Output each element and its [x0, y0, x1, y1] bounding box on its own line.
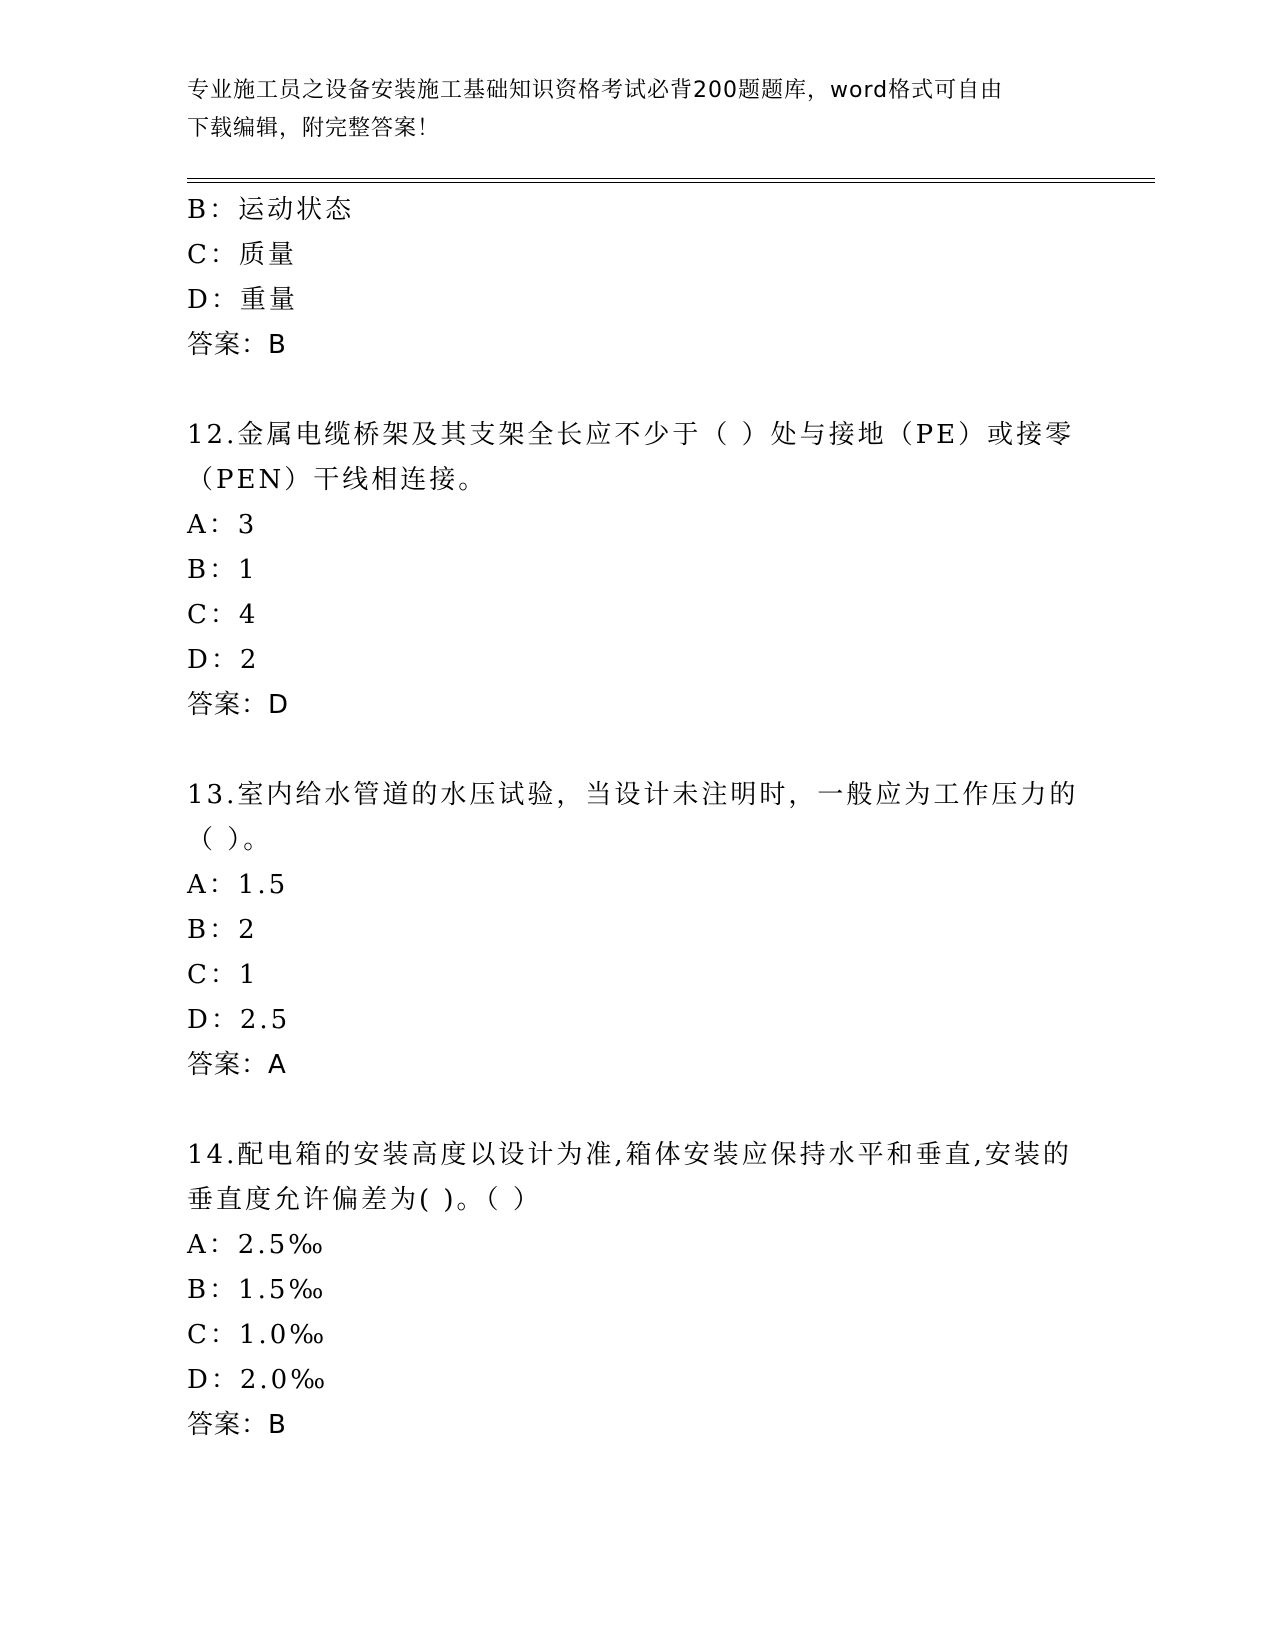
q14-option-d: D：2.0‰: [187, 1365, 329, 1395]
q14-stem-line-2: 垂直度允许偏差为( )。（ ）: [187, 1185, 542, 1215]
header-divider-bottom: [187, 182, 1155, 183]
q13-stem-line-1: 13.室内给水管道的水压试验，当设计未注明时，一般应为工作压力的: [187, 780, 1079, 810]
header-divider-top: [187, 178, 1155, 179]
q13-option-a: A：1.5: [187, 870, 289, 900]
q11-option-c: C：质量: [187, 240, 297, 270]
q12-option-a: A：3: [187, 510, 258, 540]
q14-option-a: A：2.5‰: [187, 1230, 327, 1260]
q14-option-b: B：1.5‰: [187, 1275, 327, 1305]
q13-option-d: D：2.5: [187, 1005, 291, 1035]
q13-answer: 答案：A: [187, 1050, 287, 1080]
header-title-line-2: 下载编辑，附完整答案！: [187, 116, 441, 141]
q11-answer: 答案：B: [187, 330, 287, 360]
q13-option-b: B：2: [187, 915, 258, 945]
q13-stem-line-2: （ ）。: [187, 825, 273, 855]
q11-option-d: D：重量: [187, 285, 298, 315]
q14-stem-line-1: 14.配电箱的安装高度以设计为准,箱体安装应保持水平和垂直,安装的: [187, 1140, 1072, 1170]
q12-stem-line-2: （PEN）干线相连接。: [187, 465, 488, 495]
q12-option-c: C：4: [187, 600, 259, 630]
q14-answer: 答案：B: [187, 1410, 287, 1440]
q12-stem-line-1: 12.金属电缆桥架及其支架全长应不少于（ ）处与接地（PE）或接零: [187, 420, 1075, 450]
q12-option-b: B：1: [187, 555, 258, 585]
q12-answer: 答案：D: [187, 690, 290, 720]
q14-option-c: C：1.0‰: [187, 1320, 328, 1350]
document-header: [187, 72, 1067, 148]
q12-option-d: D：2: [187, 645, 260, 675]
q11-option-b: B：运动状态: [187, 195, 355, 225]
q13-option-c: C：1: [187, 960, 259, 990]
header-title-line-1: 专业施工员之设备安装施工基础知识资格考试必背200题题库，word格式可自由: [187, 78, 1004, 103]
